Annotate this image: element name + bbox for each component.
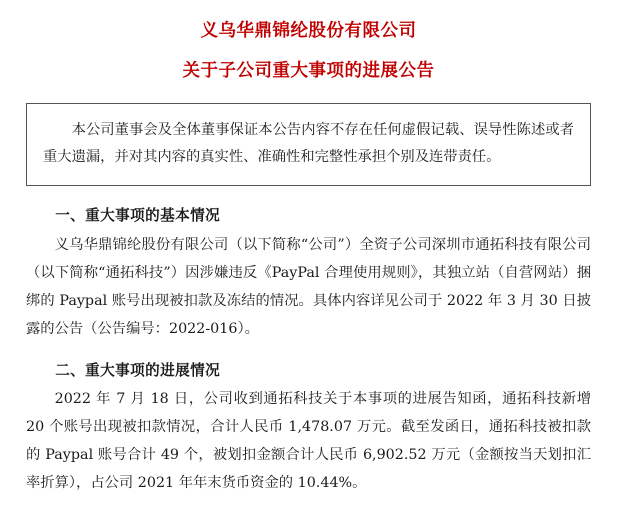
- section-2-paragraph-1: 2022 年 7 月 18 日，公司收到通拓科技关于本事项的进展告知函，通拓科技新增 20 个账号出现被扣款情况，合计人民币 1,478.07 万元。截至发函日，通拓科技被扣款的 Paypal 账号合计 49 个，被划扣金额合计人民币 6,902.52 万元（金额按当天划扣汇率折算），占公司 2021 年年末货币资金的 10.44%。: [26, 391, 591, 491]
- section-heading-1: 一、重大事项的基本情况: [55, 207, 221, 225]
- section-basic-situation: [26, 202, 591, 343]
- document-title-block: [26, 18, 591, 85]
- page-title-company: 义乌华鼎锦纶股份有限公司: [200, 21, 417, 41]
- disclaimer-text: 本公司董事会及全体董事保证本公告内容不存在任何虚假记载、误导性陈述或者重大遗漏，并对其内容的真实性、准确性和完整性承担个别及连带责任。: [43, 121, 574, 165]
- section-1-paragraph-1: 义乌华鼎锦纶股份有限公司（以下简称“公司”）全资子公司深圳市通拓科技有限公司（以下简称“通拓科技”）因涉嫌违反《PayPal 合理使用规则》，其独立站（自营网站）捆绑的 Paypal 账号出现被扣款及冻结的情况。具体内容详见公司于 2022 年 3 月 30 日披露的公告（公告编号：2022-016）。: [26, 237, 591, 337]
- section-heading-2: 二、重大事项的进展情况: [55, 361, 221, 379]
- disclaimer-box: [26, 103, 591, 187]
- section-progress: [26, 357, 591, 498]
- page-title-subject: 关于子公司重大事项的进展公告: [182, 61, 435, 82]
